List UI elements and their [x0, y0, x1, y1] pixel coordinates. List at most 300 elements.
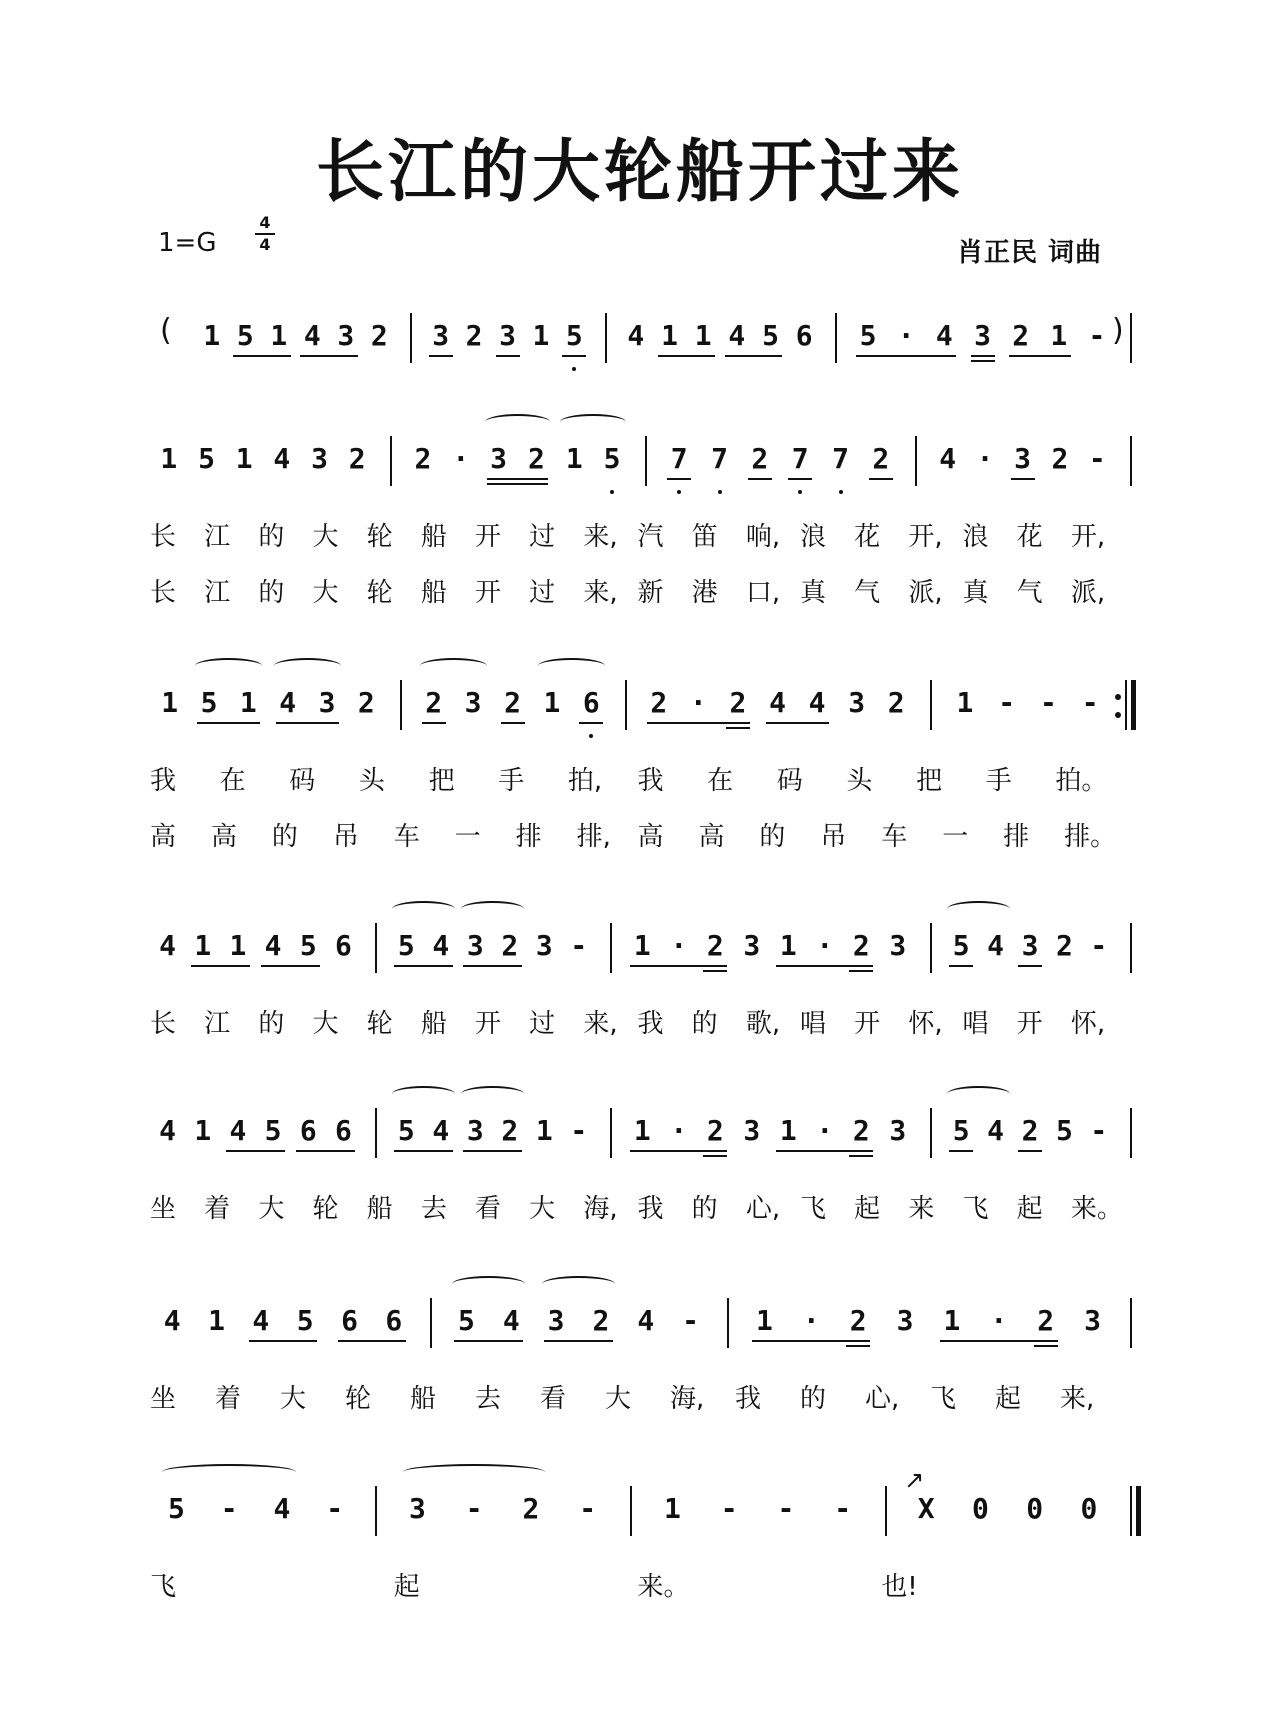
repeat-dot [1115, 712, 1121, 718]
score-row [0, 672, 1280, 732]
note: 3 [490, 442, 507, 475]
note: 2 [425, 686, 443, 719]
underline [1034, 1340, 1058, 1342]
note: 1 [661, 319, 678, 352]
note: 2 [1037, 1304, 1055, 1337]
note: · [897, 319, 915, 352]
underline [463, 1150, 522, 1152]
note: 2 [501, 1114, 519, 1147]
note: 2 [1051, 442, 1069, 475]
lyric-char: 去 [475, 1384, 502, 1414]
note: 2 [370, 319, 388, 352]
note: 6 [795, 319, 813, 352]
lyric-char: 飞 [150, 1572, 177, 1602]
note: 5 [264, 1114, 282, 1147]
note: 5 [762, 319, 779, 352]
lyric-char: 气 [854, 578, 881, 608]
note: 5 [167, 1492, 185, 1525]
underline [191, 965, 250, 967]
note: 0 [1080, 1492, 1098, 1525]
underline [1011, 478, 1035, 480]
lyric-char: 汽 [637, 522, 664, 552]
lyric-char: 过 [529, 522, 556, 552]
underline [846, 1345, 870, 1347]
note: 4 [264, 929, 282, 962]
note: 5 [198, 442, 215, 475]
lyric-char: 花 [854, 522, 881, 552]
slur-arc [452, 1276, 525, 1292]
note: 6 [341, 1304, 358, 1337]
score-row [0, 428, 1280, 488]
lyric-char: 把 [428, 766, 455, 796]
lyric-char: 海, [670, 1384, 705, 1414]
underline [703, 1155, 727, 1157]
note: 1 [779, 929, 797, 962]
bar-line [1130, 923, 1132, 973]
low-octave-dot [839, 490, 843, 494]
lyric-char: 在 [707, 766, 734, 796]
note: 2 [465, 319, 483, 352]
underline [487, 483, 549, 485]
note: · [802, 1304, 820, 1337]
low-octave-dot [610, 490, 614, 494]
lyric-char: 着 [215, 1384, 242, 1414]
low-octave-dot [718, 490, 722, 494]
lyric-char: 也! [881, 1572, 918, 1602]
note: 1 [565, 442, 583, 475]
slur-arc [392, 1086, 455, 1102]
lyric-char: 轮 [312, 1194, 339, 1224]
note: 3 [1021, 929, 1039, 962]
note: 5 [859, 319, 877, 352]
lyric-char: 开 [475, 1009, 502, 1039]
lyric-char: 船 [420, 578, 447, 608]
lyric-char: 头 [358, 766, 385, 796]
lyric-char: 大 [312, 522, 339, 552]
underline [233, 355, 291, 357]
note: 1 [194, 929, 212, 962]
note: · [689, 686, 707, 719]
lyric-char: 真 [962, 578, 989, 608]
lyric-char: 我 [150, 766, 177, 796]
lyric-char: 一 [942, 822, 969, 852]
note: 2 [501, 929, 519, 962]
lyric-char: 码 [776, 766, 803, 796]
lyric-char: 来, [1060, 1384, 1095, 1414]
note: 3 [432, 319, 450, 352]
slur-arc [485, 414, 551, 430]
lyric-char: 歌, [745, 1009, 781, 1039]
slur-arc [947, 901, 1009, 917]
lyric-char: 派, [1070, 578, 1106, 608]
lyric-char: 开 [854, 1009, 881, 1039]
lyric-char: 我 [637, 766, 664, 796]
lyric-char: 来, [583, 1009, 618, 1039]
note: - [682, 1304, 699, 1337]
bar-line [375, 1486, 377, 1536]
note: - [720, 1492, 738, 1525]
note: 7 [832, 442, 849, 475]
lyric-char: 大 [312, 1009, 339, 1039]
lyric-char: 船 [420, 522, 447, 552]
low-octave-dot [798, 490, 802, 494]
underline [703, 970, 727, 972]
lyric-char: 起 [995, 1384, 1022, 1414]
note: 1 [194, 1114, 212, 1147]
lyric-line [150, 760, 1150, 796]
note: - [1081, 686, 1099, 719]
note: 3 [974, 319, 991, 352]
note: X [917, 1492, 935, 1525]
note: - [220, 1492, 238, 1525]
lyric-char: 轮 [366, 1009, 393, 1039]
note: 2 [348, 442, 366, 475]
note: 1 [694, 319, 712, 352]
lyric-char: 我 [637, 1009, 664, 1039]
note: 1 [779, 1114, 797, 1147]
underline [394, 965, 453, 967]
lyric-char: 排。 [1064, 822, 1117, 852]
bar-line [630, 1486, 632, 1536]
lyric-char: 唱 [800, 1009, 827, 1039]
bar-line [375, 1108, 377, 1158]
note: 2 [592, 1304, 610, 1337]
note: - [465, 1492, 483, 1525]
lyric-char: 大 [605, 1384, 632, 1414]
note: 4 [159, 1114, 176, 1147]
note: 5 [296, 1304, 314, 1337]
lyric-char: 开, [1070, 522, 1106, 552]
note: 2 [887, 686, 905, 719]
note: 4 [273, 442, 291, 475]
slur-arc [538, 658, 605, 674]
underline [869, 478, 893, 480]
note: 1 [208, 1304, 225, 1337]
note: 2 [522, 1492, 540, 1525]
underline [394, 1150, 453, 1152]
underline [971, 360, 995, 362]
note: - [1039, 686, 1057, 719]
underline [463, 965, 522, 967]
lyric-char: 飞 [930, 1384, 957, 1414]
lyric-char: 头 [846, 766, 873, 796]
note: - [1090, 929, 1108, 962]
note: 1 [756, 1304, 773, 1337]
note: 3 [499, 319, 516, 352]
note: 4 [229, 1114, 247, 1147]
note: 4 [273, 1492, 291, 1525]
bar-line [430, 1298, 432, 1348]
underline [197, 722, 260, 724]
note: 4 [627, 319, 645, 352]
lyric-char: 大 [529, 1194, 556, 1224]
note: · [670, 1114, 688, 1147]
lyric-char: 的 [258, 578, 285, 608]
lyric-char: 怀, [908, 1009, 943, 1039]
underline [856, 355, 956, 357]
note: 4 [935, 319, 953, 352]
note: 4 [432, 1114, 450, 1147]
underline [296, 1150, 355, 1152]
note: 5 [397, 929, 415, 962]
bar-line [390, 436, 392, 486]
slur-arc [560, 414, 626, 430]
bar-line [625, 680, 627, 730]
song-title: 长江的大轮船开过来 [315, 133, 964, 212]
note: 2 [1055, 929, 1073, 962]
note: 4 [163, 1304, 181, 1337]
note: 6 [582, 686, 600, 719]
underline [226, 1150, 285, 1152]
lyric-char: 着 [204, 1194, 231, 1224]
score-row [0, 1290, 1280, 1350]
lyric-char: 坐 [150, 1194, 177, 1224]
lyric-char: 手 [498, 766, 525, 796]
note: · [990, 1304, 1008, 1337]
underline [849, 970, 873, 972]
slur-arc [162, 1464, 296, 1480]
lyric-char: 大 [312, 578, 339, 608]
lyric-char: 心, [865, 1384, 900, 1414]
underline [658, 355, 716, 357]
note: 2 [650, 686, 668, 719]
lyric-char: 的 [258, 522, 285, 552]
lyric-char: 派, [908, 578, 943, 608]
lyric-char: 大 [258, 1194, 285, 1224]
lyric-char: 高 [150, 822, 177, 852]
underline [766, 722, 830, 724]
underline [949, 1150, 973, 1152]
lyric-line [150, 516, 1150, 552]
bar-line [410, 313, 412, 363]
lyric-char: 的 [271, 822, 298, 852]
note: 1 [1050, 319, 1068, 352]
slur-arc [461, 901, 524, 917]
note: 3 [547, 1304, 565, 1337]
lyric-char: 起 [854, 1194, 881, 1224]
note: 4 [432, 929, 450, 962]
underline [726, 727, 750, 729]
note: 1 [633, 929, 651, 962]
lyric-char: 气 [1016, 578, 1043, 608]
lyric-char: 高 [637, 822, 664, 852]
note: 3 [889, 929, 907, 962]
lyric-char: 我 [637, 1194, 664, 1224]
lyric-char: 过 [529, 1009, 556, 1039]
note: 5 [603, 442, 621, 475]
note: 2 [504, 686, 521, 719]
lyric-char: 来 [908, 1194, 935, 1224]
lyric-char: 口, [745, 578, 781, 608]
note: - [326, 1492, 344, 1525]
note: - [1088, 319, 1106, 352]
lyric-char: 长 [150, 578, 177, 608]
note: 2 [849, 1304, 867, 1337]
note: 6 [385, 1304, 403, 1337]
note: · [452, 442, 470, 475]
note: 6 [334, 929, 352, 962]
slur-arc [392, 901, 455, 917]
underline [501, 722, 525, 724]
note: 2 [751, 442, 769, 475]
note: 2 [414, 442, 432, 475]
underline [422, 722, 446, 724]
underline [1018, 965, 1042, 967]
bar-line [930, 923, 932, 973]
bar-line [1130, 1108, 1132, 1158]
note: 3 [535, 929, 553, 962]
note: 1 [943, 1304, 961, 1337]
intro-close-paren: ) [1112, 313, 1124, 348]
note: 6 [299, 1114, 317, 1147]
note: 3 [464, 686, 482, 719]
lyric-char: 坐 [150, 1384, 177, 1414]
time-signature-top: 4 [259, 213, 271, 232]
bar-line [930, 680, 932, 730]
note: 4 [808, 686, 826, 719]
note: 4 [159, 929, 176, 962]
lyric-char: 船 [366, 1194, 393, 1224]
intro-open-paren: ( [160, 313, 172, 348]
lyric-char: 笛 [691, 522, 718, 552]
lyric-char: 唱 [962, 1009, 989, 1039]
note: 3 [466, 929, 484, 962]
note: 3 [896, 1304, 914, 1337]
note: 4 [939, 442, 957, 475]
bar-line [885, 1486, 887, 1536]
underline [788, 478, 812, 480]
note: 2 [852, 929, 870, 962]
lyric-line [150, 1188, 1150, 1224]
bar-line [1130, 436, 1132, 486]
lyric-char: 来, [583, 578, 618, 608]
underline [338, 1340, 406, 1342]
bar-line [727, 1298, 729, 1348]
score-row [0, 1466, 1280, 1538]
underline [748, 478, 772, 480]
note: 5 [565, 319, 583, 352]
note: 3 [743, 1114, 761, 1147]
lyric-char: 江 [204, 578, 231, 608]
note: 2 [872, 442, 890, 475]
note: 0 [1026, 1492, 1044, 1525]
underline [429, 355, 453, 357]
lyric-char: 的 [691, 1009, 718, 1039]
slur-arc [461, 1086, 524, 1102]
lyric-char: 来, [583, 522, 618, 552]
underline [726, 722, 750, 724]
note: 7 [791, 442, 809, 475]
note: - [1090, 1114, 1108, 1147]
lyric-char: 海, [583, 1194, 618, 1224]
note: 3 [848, 686, 866, 719]
underline [849, 1150, 873, 1152]
note: 2 [852, 1114, 870, 1147]
note: 1 [160, 442, 178, 475]
final-thick-bar [1136, 1486, 1141, 1536]
note: 0 [971, 1492, 989, 1525]
lyric-char: 高 [698, 822, 725, 852]
lyric-char: 开 [475, 522, 502, 552]
note: 2 [1012, 319, 1030, 352]
underline [300, 355, 358, 357]
final-thick-bar [1131, 680, 1136, 730]
lyric-char: 开 [475, 578, 502, 608]
bar-line [915, 436, 917, 486]
lyric-char: 新 [637, 578, 664, 608]
slur-arc [420, 658, 487, 674]
note: 2 [1021, 1114, 1039, 1147]
lyric-char: 拍。 [1055, 766, 1108, 796]
lyric-char: 港 [691, 578, 718, 608]
lyric-char: 吊 [332, 822, 359, 852]
repeat-dot [1115, 694, 1121, 700]
lyric-char: 花 [1016, 522, 1043, 552]
underline [949, 965, 973, 967]
underline [725, 355, 783, 357]
lyric-char: 来。 [1070, 1194, 1123, 1224]
note: 5 [1055, 1114, 1073, 1147]
composer-credit: 肖正民 词曲 [956, 238, 1102, 268]
underline [846, 1340, 870, 1342]
note: 4 [769, 686, 786, 719]
lyric-char: 轮 [345, 1384, 372, 1414]
note: 3 [408, 1492, 426, 1525]
note: 1 [956, 686, 974, 719]
note: 2 [527, 442, 545, 475]
lyric-char: 长 [150, 522, 177, 552]
note: 3 [466, 1114, 484, 1147]
bar-line [605, 313, 607, 363]
note: 1 [663, 1492, 681, 1525]
note: 1 [535, 1114, 553, 1147]
lyric-char: 飞 [962, 1194, 989, 1224]
bar-line [1130, 1298, 1132, 1348]
note: · [816, 1114, 834, 1147]
lyric-char: 看 [475, 1194, 502, 1224]
lyric-char: 轮 [366, 578, 393, 608]
lyric-char: 江 [204, 1009, 231, 1039]
score-row [0, 305, 1280, 365]
note: 4 [252, 1304, 270, 1337]
note: 4 [279, 686, 297, 719]
lyric-char: 大 [280, 1384, 307, 1414]
lyric-line [150, 1566, 1150, 1602]
time-signature [255, 214, 275, 254]
lyric-char: 怀, [1070, 1009, 1106, 1039]
bar-line [610, 923, 612, 973]
bar-line [1130, 313, 1132, 363]
note: 3 [743, 929, 761, 962]
lyric-char: 高 [210, 822, 237, 852]
note: 7 [670, 442, 688, 475]
underline [276, 722, 339, 724]
note: 2 [706, 929, 724, 962]
note: 5 [457, 1304, 475, 1337]
underline [971, 355, 995, 357]
slur-arc [195, 658, 262, 674]
note: - [579, 1492, 597, 1525]
note: 5 [952, 1114, 970, 1147]
low-octave-dot [589, 734, 593, 738]
slur-arc [274, 658, 341, 674]
underline [544, 1340, 613, 1342]
lyric-char: 排 [1003, 822, 1030, 852]
note: 1 [633, 1114, 651, 1147]
note: 5 [397, 1114, 415, 1147]
slur-arc [947, 1086, 1009, 1102]
note: 1 [239, 686, 257, 719]
